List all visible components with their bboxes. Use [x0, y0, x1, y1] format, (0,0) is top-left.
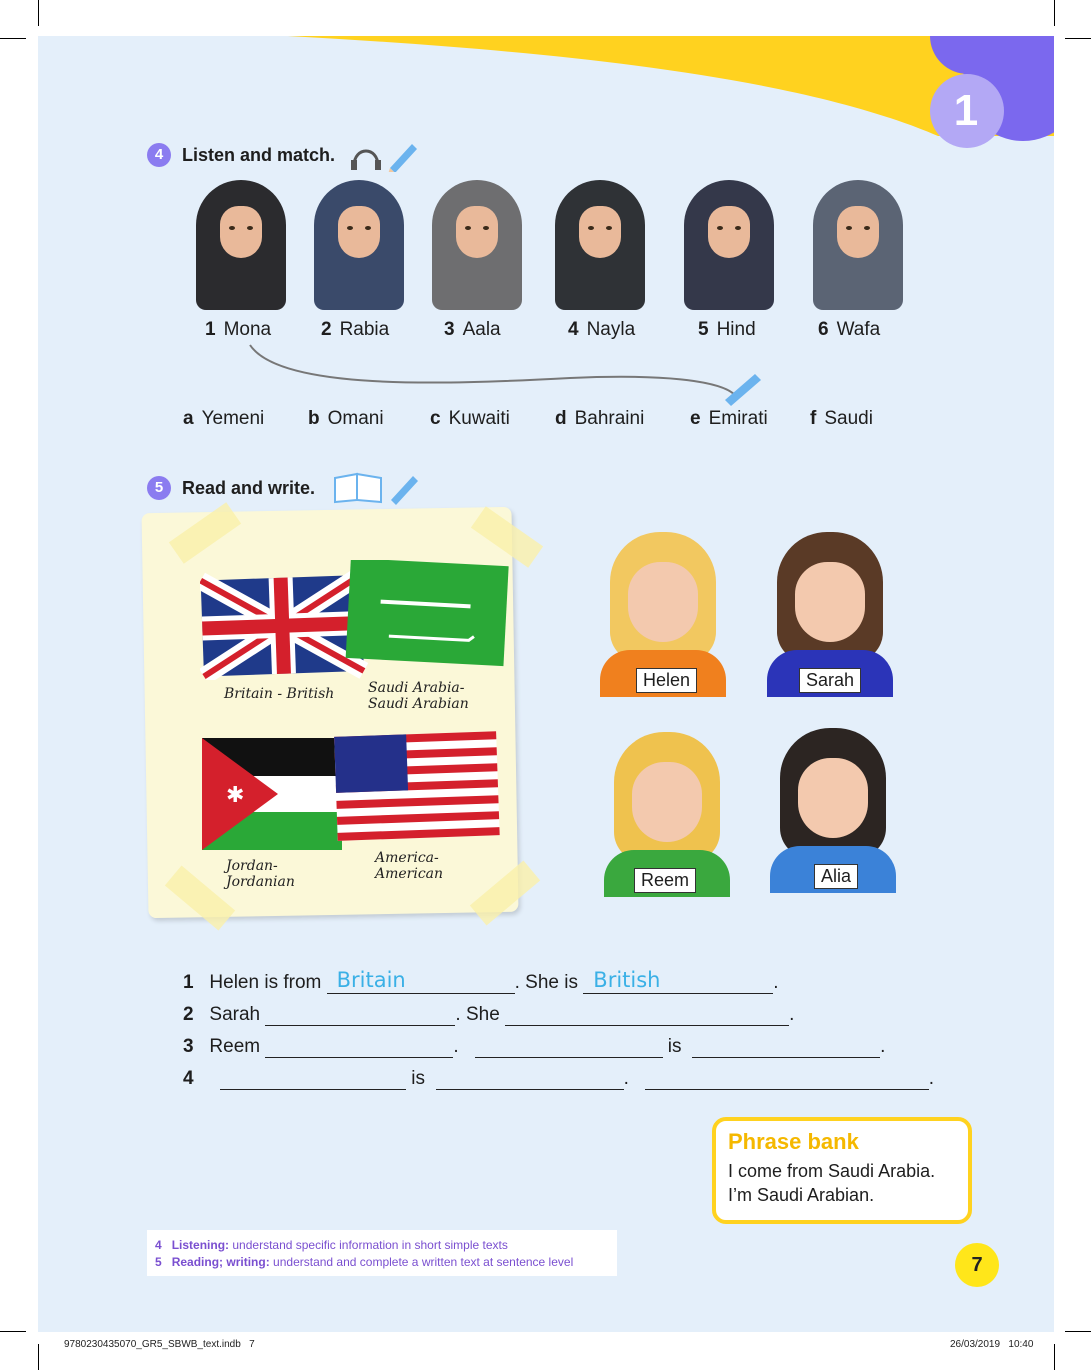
person-illustration — [186, 180, 296, 310]
crop-mark — [1065, 1331, 1091, 1332]
phrase-bank-title: Phrase bank — [728, 1129, 859, 1154]
kid-portrait — [604, 732, 730, 897]
answer-blank[interactable] — [645, 1069, 929, 1090]
headphones-icon — [350, 138, 420, 172]
answer-blank[interactable] — [265, 1037, 453, 1058]
flag-group — [198, 728, 503, 853]
book-icon — [333, 470, 423, 506]
print-slug: 9780230435070_GR5_SBWB_text.indb 7 — [64, 1339, 255, 1350]
name-label: 5 Hind — [698, 319, 756, 340]
exercise-sentence: 4 is . . — [183, 1068, 934, 1089]
exercise-sentence: 1 Helen is from Britain . She is British . — [183, 968, 779, 993]
answer-blank[interactable] — [475, 1037, 663, 1058]
crop-mark — [1054, 1344, 1055, 1370]
unit-number: 1 — [953, 86, 979, 135]
phrase-line: I come from Saudi Arabia. — [728, 1161, 936, 1181]
answer-blank[interactable]: Britain — [327, 973, 515, 994]
answer-blank[interactable] — [436, 1069, 624, 1090]
nationality-label: f Saudi — [810, 408, 873, 429]
kid-portrait — [600, 532, 726, 697]
crop-mark — [38, 0, 39, 26]
svg-text:✱: ✱ — [226, 783, 245, 808]
phrase-bank — [712, 1117, 972, 1224]
learning-objectives — [147, 1230, 617, 1276]
activity-title: Read and write. — [182, 478, 316, 498]
name-label: 4 Nayla — [568, 319, 636, 340]
person-illustration — [803, 180, 913, 310]
nationality-label: a Yemeni — [183, 408, 265, 429]
name-label: 2 Rabia — [321, 319, 390, 340]
nationality-label: e Emirati — [690, 408, 768, 429]
pencil-icon — [725, 374, 761, 406]
flag-caption: Britain - British — [224, 686, 335, 702]
uk-flag — [201, 575, 364, 677]
name-label: 6 Wafa — [818, 319, 881, 340]
person-illustration — [674, 180, 784, 310]
objective-line: 5 Reading; writing: understand and complete a written text at sentence level — [155, 1255, 574, 1269]
person-illustration — [304, 180, 414, 310]
nationality-label: c Kuwaiti — [430, 408, 510, 429]
crop-mark — [1065, 38, 1091, 39]
flag-caption: Jordan- Jordanian — [226, 858, 295, 890]
match-line — [240, 340, 780, 410]
pencil-icon — [388, 144, 417, 172]
nationality-label: b Omani — [308, 408, 384, 429]
objective-line: 4 Listening: understand specific information in short simple texts — [155, 1238, 508, 1252]
answer-blank[interactable]: British — [583, 973, 773, 994]
answer-blank[interactable] — [265, 1005, 455, 1026]
exercise-sentence: 3 Reem . is . — [183, 1036, 886, 1057]
answer-blank[interactable] — [220, 1069, 406, 1090]
activity-number: 5 — [147, 476, 171, 500]
crop-mark — [0, 38, 26, 39]
kid-name-label: Alia — [814, 864, 858, 889]
pencil-icon — [391, 476, 418, 505]
crop-mark — [0, 1331, 26, 1332]
saudi-flag — [346, 560, 509, 666]
kid-portrait — [770, 728, 896, 893]
flag-group — [200, 560, 510, 680]
crop-mark — [1054, 0, 1055, 26]
flag-caption: Saudi Arabia- Saudi Arabian — [368, 680, 469, 712]
kid-name-label: Helen — [636, 668, 697, 693]
answer-blank[interactable] — [505, 1005, 789, 1026]
person-illustration — [545, 180, 655, 310]
activity-title: Listen and match. — [182, 145, 336, 165]
activity-number: 4 — [147, 143, 171, 167]
print-date: 26/03/2019 10:40 — [950, 1339, 1034, 1350]
crop-mark — [38, 1344, 39, 1370]
kid-name-label: Reem — [634, 868, 696, 893]
phrase-line: I’m Saudi Arabian. — [728, 1185, 875, 1205]
jordan-flag — [202, 738, 342, 850]
kid-name-label: Sarah — [799, 668, 861, 693]
flag-caption: America- American — [375, 850, 444, 882]
usa-flag — [334, 731, 500, 841]
exercise-sentence: 2 Sarah . She . — [183, 1004, 795, 1025]
kid-portrait — [767, 532, 893, 697]
person-illustration — [422, 180, 532, 310]
answer-blank[interactable] — [692, 1037, 880, 1058]
nationality-label: d Bahraini — [555, 408, 645, 429]
name-label: 3 Aala — [444, 319, 501, 340]
name-label: 1 Mona — [205, 319, 272, 340]
page-number: 7 — [955, 1243, 999, 1287]
header-decoration — [38, 36, 1054, 156]
